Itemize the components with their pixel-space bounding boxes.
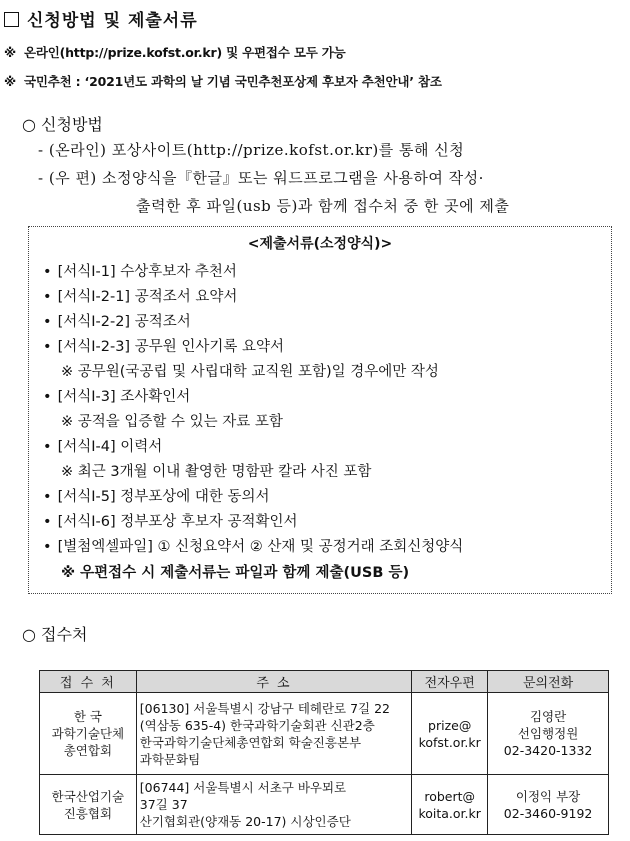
document-note: ※ 공무원(국공립 및 사립대학 교직원 포함)일 경우에만 작성 [61, 364, 439, 380]
receipt-heading: ○ 접수처 [22, 625, 88, 644]
org-cell [40, 775, 137, 835]
email-cell[interactable] [412, 693, 488, 775]
document-item-label: [서식Ⅰ-6] 정부포상 후보자 공적확인서 [57, 514, 298, 530]
email-line[interactable]: koita.or.kr [418, 805, 481, 821]
document-item-label: [별첨엑셀파일] ① 신청요약서 ② 산재 및 공정거래 조회신청양식 [57, 539, 464, 555]
document-item [43, 485, 270, 506]
column-header: 접 수 처 [40, 671, 137, 693]
org-line: 한국산업기술 [51, 788, 125, 804]
address-cell [136, 775, 411, 835]
document-item [43, 335, 284, 356]
bullet-icon: • [43, 264, 52, 280]
note-text: 온라인(http://prize.kofst.or.kr) 및 우편접수 모두 가능 [23, 45, 346, 60]
bullet-icon: • [43, 439, 52, 455]
document-item-label: [서식Ⅰ-4] 이력서 [57, 439, 163, 455]
document-item-label: [서식Ⅰ-2-3] 공무원 인사기록 요약서 [57, 339, 284, 355]
org-line: 과학기술단체 [51, 726, 125, 741]
documents-box [28, 226, 612, 594]
bullet-icon: • [43, 389, 52, 405]
table-row [40, 693, 609, 775]
bullet-icon: • [43, 539, 52, 555]
email-cell[interactable] [412, 775, 488, 835]
method-heading: ○ 신청방법 [22, 115, 103, 134]
bullet-icon: • [43, 289, 52, 305]
note-online [4, 43, 345, 61]
org-cell [40, 693, 137, 775]
contact-name: 이정익 부장 [515, 788, 581, 804]
column-header: 전자우편 [412, 671, 488, 693]
document-note: ※ 공적을 입증할 수 있는 자료 포함 [61, 414, 283, 430]
receipt-table [39, 670, 609, 835]
address-line: [06130] 서울특별시 강남구 테헤란로 7길 22 [139, 700, 391, 716]
email-line[interactable]: robert@ [424, 788, 476, 804]
document-item-label: [서식Ⅰ-5] 정부포상에 대한 동의서 [57, 489, 270, 505]
document-item [43, 510, 298, 531]
bullet-icon: • [43, 489, 52, 505]
address-line: (역삼동 635-4) 한국과학기술회관 신관2층 [139, 717, 375, 733]
email-line[interactable]: kofst.or.kr [418, 734, 481, 750]
document-item-label: [서식Ⅰ-1] 수상후보자 추천서 [57, 264, 237, 280]
documents-title: <제출서류(소정양식)> [247, 236, 393, 252]
address-line: 한국과학기술단체총연합회 학술진흥본부 [139, 734, 362, 750]
address-line: [06744] 서울특별시 서초구 바우뫼로 [139, 780, 347, 795]
document-item-label: [서식Ⅰ-2-1] 공적조서 요약서 [57, 289, 238, 305]
contact-title: 선임행정원 [517, 726, 579, 741]
document-item-label: [서식Ⅰ-3] 조사확인서 [57, 389, 191, 405]
section-title [4, 6, 198, 31]
column-header: 주 소 [136, 671, 411, 693]
document-item [43, 260, 237, 281]
note-mark: ※ [4, 45, 16, 60]
document-note: ※ 최근 3개월 이내 촬영한 명함판 칼라 사진 포함 [61, 464, 372, 480]
org-line: 진흥협회 [63, 805, 113, 821]
note-text: 국민추천 : ‘2021년도 과학의 날 기념 국민추천포상제 후보자 추천안내’ 참조 [23, 74, 442, 89]
document-item [43, 385, 190, 406]
section-title-text: 신청방법 및 제출서류 [27, 11, 198, 31]
address-line: 37길 37 [139, 797, 188, 812]
document-item [43, 535, 463, 556]
bullet-icon: • [43, 314, 52, 330]
document-final-note: ※ 우편접수 시 제출서류는 파일과 함께 제출(USB 등) [61, 565, 410, 581]
document-item [43, 310, 191, 331]
org-line: 한 국 [73, 709, 102, 724]
note-national [4, 72, 442, 90]
address-cell [136, 693, 411, 775]
contact-phone: 02-3420-1332 [503, 743, 593, 758]
email-line[interactable]: prize@ [428, 717, 472, 733]
table-row [40, 775, 609, 835]
document-item [43, 285, 237, 306]
method-online: - (온라인) 포상사이트(http://prize.kofst.or.kr)를 통해 신청 [38, 141, 465, 159]
contact-name: 김영란 [529, 709, 567, 724]
contact-phone: 02-3460-9192 [503, 805, 593, 821]
column-header: 문의전화 [488, 671, 609, 693]
address-line: 산기협회관(양재동 20-17) 시상인증단 [139, 814, 351, 829]
checkbox-square-icon [4, 12, 19, 27]
address-line: 과학문화팀 [139, 751, 201, 767]
document-item [43, 435, 162, 456]
document-item-label: [서식Ⅰ-2-2] 공적조서 [57, 314, 191, 330]
method-mail-line2: 출력한 후 파일(usb 등)과 함께 접수처 중 한 곳에 제출 [136, 197, 510, 215]
table-header-row [40, 671, 609, 693]
note-mark: ※ [4, 74, 16, 89]
org-line: 총연합회 [63, 743, 113, 758]
method-mail-line1: - (우 편) 소정양식을『한글』또는 워드프로그램을 사용하여 작성· [38, 169, 484, 187]
phone-cell [488, 775, 609, 835]
phone-cell [488, 693, 609, 775]
bullet-icon: • [43, 514, 52, 530]
bullet-icon: • [43, 339, 52, 355]
